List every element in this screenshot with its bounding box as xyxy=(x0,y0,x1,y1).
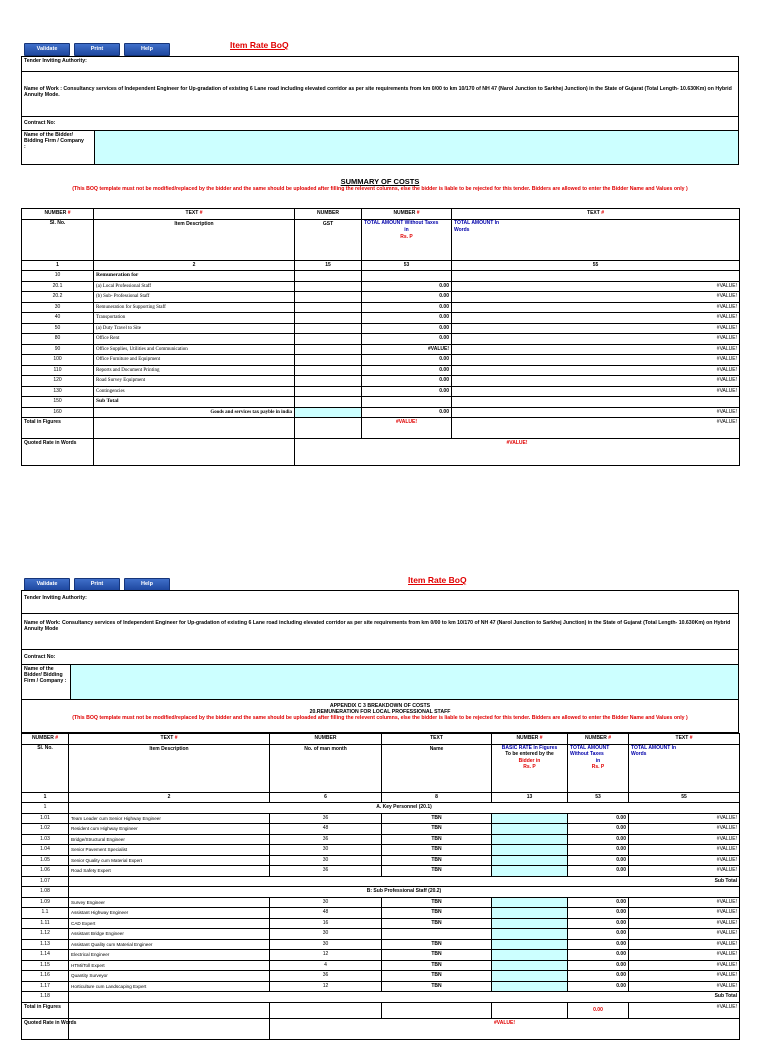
total-figures-row xyxy=(22,1002,740,1018)
row-desc: Office Furniture and Equipment xyxy=(94,355,295,366)
validate-button[interactable]: Validate xyxy=(24,578,70,591)
row-desc: (b) Sub- Professional Staff xyxy=(94,292,295,303)
row-manmonth: 30 xyxy=(270,855,382,866)
row-words: #VALUE! xyxy=(452,281,740,292)
row-sl: 1 xyxy=(22,803,69,814)
row-name: TBN xyxy=(382,971,492,982)
row-name xyxy=(382,929,492,940)
row-words: #VALUE! xyxy=(452,302,740,313)
rate-header xyxy=(492,744,568,792)
row-words: #VALUE! xyxy=(629,866,740,877)
subtotal-label: Sub Total xyxy=(69,876,740,887)
row-manmonth: 36 xyxy=(270,834,382,845)
row-words: #VALUE! xyxy=(452,292,740,303)
row-sl: 100 xyxy=(22,355,94,366)
rate-input[interactable] xyxy=(492,960,568,971)
row-words: #VALUE! xyxy=(452,386,740,397)
row-amount: 0.00 xyxy=(568,845,629,856)
row-sl: 1.07 xyxy=(22,876,69,887)
colnum: 2 xyxy=(94,260,295,271)
type-label: TEXT xyxy=(430,735,443,741)
rate-header-d: Rs. P xyxy=(523,764,536,770)
table-row xyxy=(22,971,740,982)
row-desc: Quantity Surveyor xyxy=(69,971,270,982)
row-name: TBN xyxy=(382,981,492,992)
type-label: TEXT xyxy=(185,210,199,216)
row-desc: Office Rent xyxy=(94,334,295,345)
row-sl: 1.1 xyxy=(22,908,69,919)
row-desc: (a) Duty Travel to Site xyxy=(94,323,295,334)
row-sl: 1.15 xyxy=(22,960,69,971)
sheet-breakdown xyxy=(21,0,739,1024)
work-name-row xyxy=(21,613,739,650)
work-name: Name of Work: Consultancy services of Independent Engineer for Up-gradation of existing 6 Lane road including elevated corridor as per site requirements from km 0/00 to km 10/170 of NH 47 (Narol Junction to Sarkhej Junction) in the State of Gujarat (Total Length- 10.630Km) on Hybrid Annuity Mode xyxy=(24,620,731,632)
row-words: #VALUE! xyxy=(452,334,740,345)
type-label: NUMBER xyxy=(314,735,337,741)
row-desc: Sub Total xyxy=(94,397,295,408)
hash-mark: # xyxy=(601,210,604,216)
row-name: TBN xyxy=(382,897,492,908)
row-words: #VALUE! xyxy=(629,897,740,908)
table-row xyxy=(22,834,740,845)
row-words: #VALUE! xyxy=(452,313,740,324)
row-sl: 1.03 xyxy=(22,834,69,845)
row-desc: Office Supplies, Utilities and Communication xyxy=(94,344,295,355)
row-sl: 1.11 xyxy=(22,918,69,929)
bidder-row xyxy=(21,665,739,700)
row-manmonth: 36 xyxy=(270,813,382,824)
row-manmonth: 4 xyxy=(270,960,382,971)
hash-mark: # xyxy=(608,735,612,741)
row-desc: Assistant Quality cum Material Engineer xyxy=(69,939,270,950)
row-amount: 0.00 xyxy=(362,376,452,387)
row-name: TBN xyxy=(382,939,492,950)
help-button[interactable]: Help xyxy=(124,43,170,56)
row-sl: 1.13 xyxy=(22,939,69,950)
section-a-row xyxy=(22,803,740,814)
type-label: TEXT xyxy=(587,210,600,216)
table-row xyxy=(22,939,740,950)
rate-input[interactable] xyxy=(492,824,568,835)
manmonth-header: No. of man month xyxy=(270,744,382,792)
row-words: #VALUE! xyxy=(629,929,740,940)
row-manmonth: 48 xyxy=(270,824,382,835)
row-amount: 0.00 xyxy=(362,292,452,303)
row-words: #VALUE! xyxy=(629,824,740,835)
row-name: TBN xyxy=(382,918,492,929)
rate-input[interactable] xyxy=(492,971,568,982)
row-sl: 1.14 xyxy=(22,950,69,961)
row-sl: 20.1 xyxy=(22,281,94,292)
colnum: 1 xyxy=(22,260,94,271)
row-amount: 0.00 xyxy=(362,313,452,324)
row-name: TBN xyxy=(382,845,492,856)
rate-header-b: To be entered by the xyxy=(505,751,554,757)
quoted-words-value: #VALUE! xyxy=(295,439,740,466)
row-desc: Remuneration for Supporting Staff xyxy=(94,302,295,313)
row-words: #VALUE! xyxy=(629,845,740,856)
row-desc: (a) Local Professional Staff xyxy=(94,281,295,292)
row-words: #VALUE! xyxy=(629,971,740,982)
table-row xyxy=(22,929,740,940)
subtotal-a-row xyxy=(22,876,740,887)
subtotal-b-row xyxy=(22,992,740,1003)
rate-input[interactable] xyxy=(492,908,568,919)
row-desc: Survey Engineer xyxy=(69,897,270,908)
colnum: 53 xyxy=(362,260,452,271)
table-row xyxy=(22,845,740,856)
work-name: Name of Work : Consultancy services of Independent Engineer for Up-gradation of existing 6 Lane road including elevated corridor as per site requirements from km 0/00 to km 10/170 of NH 47 (Narol Junction to Sarkhej Junction) in the State of Gujarat (Total Length- 10.630Km) on Hybrid Annuity Mode. xyxy=(24,86,732,98)
rate-input[interactable] xyxy=(492,845,568,856)
row-desc: Senior Quality cum Material Expert xyxy=(69,855,270,866)
subtotal-label: Sub Total xyxy=(69,992,740,1003)
row-words: #VALUE! xyxy=(452,323,740,334)
row-sl: 1.17 xyxy=(22,981,69,992)
table-row xyxy=(22,824,740,835)
colnum: 55 xyxy=(452,260,740,271)
row-sl: 1.09 xyxy=(22,897,69,908)
row-amount: 0.00 xyxy=(568,897,629,908)
summary-title: SUMMARY OF COSTS xyxy=(340,177,420,186)
row-desc: Remuneration for xyxy=(94,271,295,282)
row-sl: 160 xyxy=(22,407,94,418)
rate-input[interactable] xyxy=(492,897,568,908)
type-label: NUMBER xyxy=(516,735,539,741)
row-amount: 0.00 xyxy=(362,281,452,292)
hash-mark: # xyxy=(174,735,178,741)
colnum: 1 xyxy=(22,792,69,803)
amount-header xyxy=(568,744,629,792)
row-words: #VALUE! xyxy=(629,813,740,824)
row-words: #VALUE! xyxy=(629,834,740,845)
rate-input[interactable] xyxy=(492,950,568,961)
row-desc: CAD Expert xyxy=(69,918,270,929)
total-figures-label: Total in Figures xyxy=(22,418,94,439)
table-row xyxy=(22,981,740,992)
rate-input[interactable] xyxy=(492,834,568,845)
table-row xyxy=(22,908,740,919)
table-row xyxy=(22,813,740,824)
quoted-words-row xyxy=(22,1018,740,1039)
table-row xyxy=(22,950,740,961)
type-label: NUMBER xyxy=(317,210,339,216)
row-words: #VALUE! xyxy=(629,918,740,929)
row-amount: 0.00 xyxy=(362,302,452,313)
row-amount: 0.00 xyxy=(568,971,629,982)
bidder-name-input[interactable] xyxy=(70,665,738,699)
title-block xyxy=(21,700,739,733)
words-header xyxy=(629,744,740,792)
section-title: 20.REMUNERATION FOR LOCAL PROFESSIONAL STAFF xyxy=(309,709,451,715)
row-amount: 0.00 xyxy=(568,908,629,919)
rate-input[interactable] xyxy=(492,866,568,877)
row-amount: 0.00 xyxy=(568,813,629,824)
sl-header: Sl. No. xyxy=(22,744,69,792)
row-desc: Resident cum Highway Engineer xyxy=(69,824,270,835)
row-desc: Road Survey Equipment xyxy=(94,376,295,387)
row-sl: 110 xyxy=(22,365,94,376)
row-desc: Transportation xyxy=(94,313,295,324)
type-label: NUMBER xyxy=(584,735,607,741)
hash-mark: # xyxy=(539,735,543,741)
total-figures-value: 0.00 xyxy=(568,1002,629,1018)
section-a-title: A. Key Personnel (20.1) xyxy=(69,803,740,814)
total-figures-value: #VALUE! xyxy=(362,418,452,439)
colnum: 2 xyxy=(69,792,270,803)
row-sl: 1.16 xyxy=(22,971,69,982)
bidder-name-label: Name of the Bidder/ Bidding Firm / Company : xyxy=(24,666,67,684)
row-manmonth: 30 xyxy=(270,897,382,908)
rate-input[interactable] xyxy=(492,929,568,940)
row-name: TBN xyxy=(382,960,492,971)
row-manmonth: 30 xyxy=(270,929,382,940)
row-desc: Bridge/Structural Engineer xyxy=(69,834,270,845)
row-name: TBN xyxy=(382,824,492,835)
amount-header-a: TOTAL AMOUNT Without Taxes xyxy=(364,219,439,226)
contract-no-label: Contract No: xyxy=(24,120,56,126)
row-desc: Contingencies xyxy=(94,386,295,397)
header-row xyxy=(22,744,740,792)
row-words: #VALUE! xyxy=(629,950,740,961)
gst-header: GST xyxy=(295,219,362,260)
row-amount: 0.00 xyxy=(362,407,452,418)
quoted-words-label: Quoted Rate in Words xyxy=(22,439,94,466)
row-words: #VALUE! xyxy=(629,939,740,950)
row-sl: 20.2 xyxy=(22,292,94,303)
tender-authority-label: Tender Inviting Authority: xyxy=(24,58,87,64)
row-amount: 0.00 xyxy=(568,981,629,992)
row-sl: 10 xyxy=(22,271,94,282)
row-manmonth: 48 xyxy=(270,908,382,919)
row-words: #VALUE! xyxy=(629,908,740,919)
type-row xyxy=(22,734,740,745)
name-header: Name xyxy=(382,744,492,792)
colnum: 8 xyxy=(382,792,492,803)
row-amount: 0.00 xyxy=(568,824,629,835)
row-words: #VALUE! xyxy=(452,355,740,366)
row-words: #VALUE! xyxy=(629,981,740,992)
row-amount: 0.00 xyxy=(362,355,452,366)
row-sl: 30 xyxy=(22,302,94,313)
row-amount: 0.00 xyxy=(568,929,629,940)
row-amount: 0.00 xyxy=(568,866,629,877)
row-sl: 1.05 xyxy=(22,855,69,866)
quoted-words-label: Quoted Rate in Words xyxy=(22,1018,69,1039)
validate-button[interactable]: Validate xyxy=(24,43,70,56)
row-amount: 0.00 xyxy=(568,960,629,971)
row-manmonth: 30 xyxy=(270,939,382,950)
boq-title[interactable]: Item Rate BoQ xyxy=(230,40,289,50)
notice-text: (This BOQ template must not be modified/replaced by the bidder and the same should be uploaded after filling the relevent columns, else the bidder is liable to be rejected for this tender. Bidders are allowed to enter the Bidder Name and Values only ) xyxy=(72,715,688,721)
row-manmonth: 16 xyxy=(270,918,382,929)
row-name: TBN xyxy=(382,866,492,877)
rate-header-c: Bidder in xyxy=(518,757,541,764)
type-label: NUMBER xyxy=(31,735,54,741)
breakdown-table xyxy=(21,733,740,1040)
row-amount: #VALUE! xyxy=(362,344,452,355)
row-words: #VALUE! xyxy=(452,376,740,387)
row-desc: Senior Pavement Specialist xyxy=(69,845,270,856)
row-amount: 0.00 xyxy=(362,386,452,397)
rate-header-a: BASIC RATE In Figures xyxy=(501,744,558,751)
row-name: TBN xyxy=(382,813,492,824)
row-sl: 130 xyxy=(22,386,94,397)
row-desc: Reports and Document Printing xyxy=(94,365,295,376)
row-desc: Assistant Highway Engineer xyxy=(69,908,270,919)
contract-no-label: Contract No: xyxy=(24,654,56,660)
row-words: #VALUE! xyxy=(452,365,740,376)
desc-header: Item Description xyxy=(94,219,295,260)
amount-header-b: in xyxy=(404,226,409,233)
rate-input[interactable] xyxy=(492,813,568,824)
row-desc: HTMi/Toll Expert xyxy=(69,960,270,971)
rate-input[interactable] xyxy=(492,855,568,866)
amount-header-c: Rs. P xyxy=(400,233,413,240)
row-desc: Team Leader cum Senior Highway Engineer xyxy=(69,813,270,824)
colnum-row xyxy=(22,792,740,803)
row-words: #VALUE! xyxy=(629,855,740,866)
row-manmonth: 12 xyxy=(270,950,382,961)
row-sl: 50 xyxy=(22,323,94,334)
row-sl: 1.06 xyxy=(22,866,69,877)
row-sl: 1.12 xyxy=(22,929,69,940)
notice-text: (This BOQ template must not be modified/replaced by the bidder and the same should be uploaded after filling the relevent columns, else the bidder is liable to be rejected for this tender. Bidders are allowed to enter the Bidder Name and Values only ) xyxy=(72,186,688,192)
row-sl: 150 xyxy=(22,397,94,408)
colnum: 55 xyxy=(629,792,740,803)
appendix-title: APPENDIX C 3 BREAKDOWN OF COSTS xyxy=(329,703,431,709)
row-name: TBN xyxy=(382,950,492,961)
print-button[interactable]: Print xyxy=(74,43,120,56)
boq-title[interactable]: Item Rate BoQ xyxy=(408,575,467,585)
row-amount: 0.00 xyxy=(568,834,629,845)
row-amount: 0.00 xyxy=(568,950,629,961)
row-sl: 1.01 xyxy=(22,813,69,824)
row-sl: 1.18 xyxy=(22,992,69,1003)
row-manmonth: 12 xyxy=(270,981,382,992)
row-name: TBN xyxy=(382,908,492,919)
hash-mark: # xyxy=(67,210,71,216)
words-header-text: TOTAL AMOUNT In Words xyxy=(454,219,500,233)
hash-mark: # xyxy=(55,735,59,741)
total-figures-label: Total in Figures xyxy=(22,1002,69,1018)
hash-mark: # xyxy=(199,210,203,216)
row-desc: Road Safety Expert xyxy=(69,866,270,877)
type-label: NUMBER xyxy=(44,210,67,216)
row-name: TBN xyxy=(382,834,492,845)
row-manmonth: 36 xyxy=(270,971,382,982)
quoted-words-value: #VALUE! xyxy=(270,1018,740,1039)
amount-header-b: in xyxy=(595,757,601,764)
hash-mark: # xyxy=(689,735,693,741)
row-sl: 80 xyxy=(22,334,94,345)
row-desc: Goods and services tax payble in india xyxy=(94,407,295,418)
tender-authority-label: Tender Inviting Authority: xyxy=(24,595,87,601)
row-desc: Assistant Bridge Engineer xyxy=(69,929,270,940)
row-manmonth: 36 xyxy=(270,866,382,877)
sl-header: Sl. No. xyxy=(22,219,94,260)
total-words-value: #VALUE! xyxy=(629,1002,740,1018)
total-words-value: #VALUE! xyxy=(452,418,740,439)
row-words: #VALUE! xyxy=(629,960,740,971)
row-amount: 0.00 xyxy=(568,918,629,929)
section-b-title: B: Sub Professional Staff (20.2) xyxy=(69,887,740,898)
print-button[interactable]: Print xyxy=(74,578,120,591)
row-words: #VALUE! xyxy=(452,344,740,355)
rate-input[interactable] xyxy=(492,939,568,950)
row-sl: 1.08 xyxy=(22,887,69,898)
row-sl: 90 xyxy=(22,344,94,355)
hash-mark: # xyxy=(416,210,420,216)
section-b-row xyxy=(22,887,740,898)
rate-input[interactable] xyxy=(492,918,568,929)
amount-header-a: TOTAL AMOUNT Without Taxes xyxy=(570,744,610,757)
type-label: TEXT xyxy=(675,735,689,741)
words-header-text: TOTAL AMOUNT In Words xyxy=(631,744,677,757)
row-amount: 0.00 xyxy=(362,323,452,334)
type-label: TEXT xyxy=(160,735,174,741)
row-amount: 0.00 xyxy=(568,855,629,866)
table-row xyxy=(22,855,740,866)
row-sl: 1.04 xyxy=(22,845,69,856)
row-sl: 1.02 xyxy=(22,824,69,835)
row-name: TBN xyxy=(382,855,492,866)
table-row xyxy=(22,918,740,929)
row-amount: 0.00 xyxy=(568,939,629,950)
type-label: NUMBER xyxy=(393,210,416,216)
help-button[interactable]: Help xyxy=(124,578,170,591)
row-sl: 40 xyxy=(22,313,94,324)
row-amount: 0.00 xyxy=(362,334,452,345)
desc-header: Item Description xyxy=(69,744,270,792)
colnum: 53 xyxy=(568,792,629,803)
rate-input[interactable] xyxy=(492,981,568,992)
row-desc: Horticulture cum Landscaping Expert xyxy=(69,981,270,992)
row-desc: Electrical Engineer xyxy=(69,950,270,961)
contract-row xyxy=(21,650,739,665)
tender-authority-row xyxy=(21,590,739,614)
row-words: #VALUE! xyxy=(452,407,740,418)
amount-header-c: Rs. P xyxy=(591,764,605,770)
bidder-name-label: Name of the Bidder/ Bidding Firm / Company : xyxy=(24,132,84,150)
row-amount: 0.00 xyxy=(362,365,452,376)
table-row xyxy=(22,897,740,908)
colnum: 6 xyxy=(270,792,382,803)
table-row xyxy=(22,960,740,971)
colnum: 15 xyxy=(295,260,362,271)
colnum: 13 xyxy=(492,792,568,803)
table-row xyxy=(22,866,740,877)
row-sl: 120 xyxy=(22,376,94,387)
row-manmonth: 30 xyxy=(270,845,382,856)
